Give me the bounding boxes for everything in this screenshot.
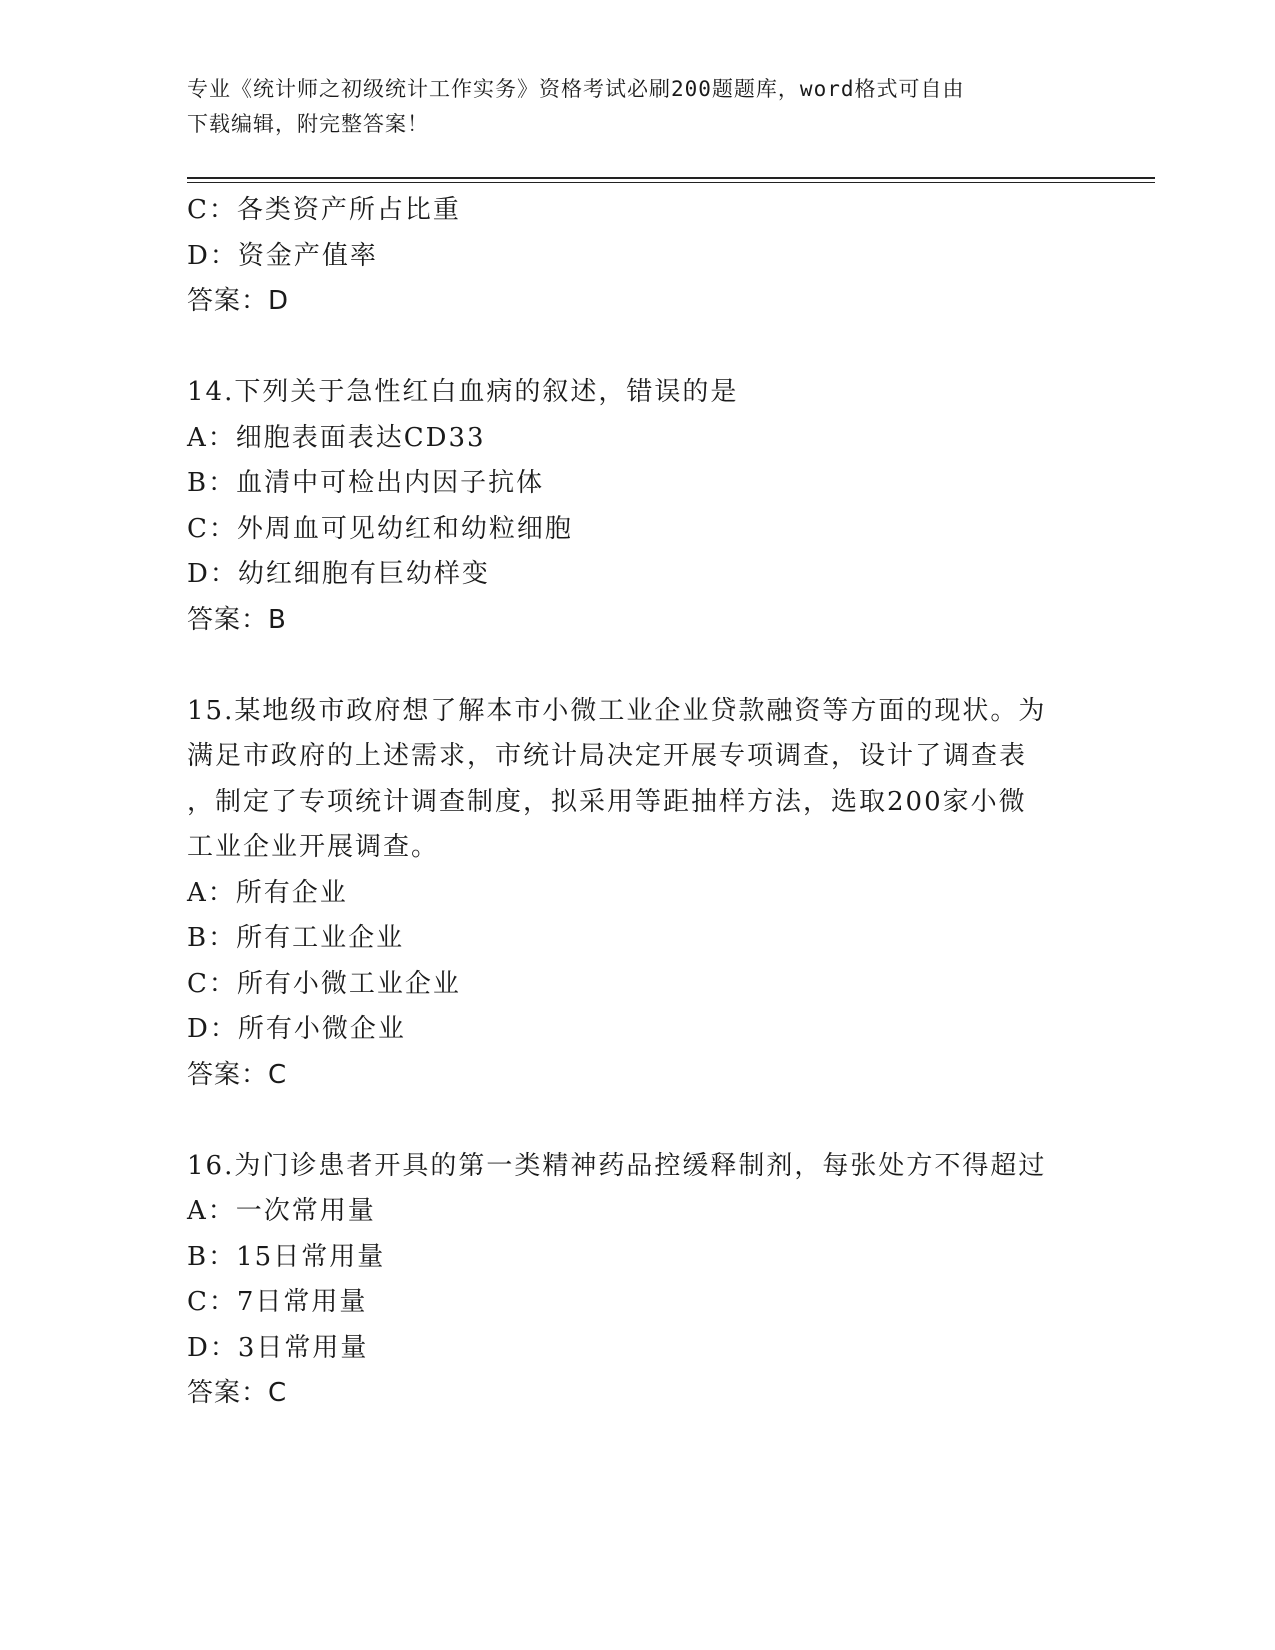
question-14: [187, 370, 1087, 643]
answer: 答案：C: [187, 1378, 288, 1408]
question-stem: 16.为门诊患者开具的第一类精神药品控缓释制剂，每张处方不得超过: [187, 1150, 1047, 1181]
answer: 答案：B: [187, 604, 287, 635]
question-13: [187, 188, 1087, 325]
option-d: D：资金产值率: [187, 240, 378, 271]
question-stem-line: 15.某地级市政府想了解本市小微工业企业贷款融资等方面的现状。为: [187, 695, 1047, 726]
option-b: B：15日常用量: [187, 1241, 386, 1272]
spacer: [187, 325, 1087, 371]
document-body: [187, 188, 1087, 1417]
option-b: B：血清中可检出内因子抗体: [187, 468, 545, 498]
option-d: D：所有小微企业: [187, 1014, 406, 1044]
option-b: B：所有工业企业: [187, 923, 405, 953]
question-stem-line: ，制定了专项统计调查制度，拟采用等距抽样方法，选取200家小微: [187, 786, 1027, 817]
option-a: A：一次常用量: [187, 1196, 376, 1226]
spacer: [187, 643, 1087, 689]
option-c: C：7日常用量: [187, 1287, 368, 1317]
answer: 答案：C: [187, 1059, 288, 1090]
header-line-1: 专业《统计师之初级统计工作实务》资格考试必刷200题题库，word格式可自由: [187, 77, 965, 101]
header-line-2: 下载编辑，附完整答案！: [187, 112, 429, 136]
answer: 答案：D: [187, 286, 290, 316]
option-a: A：细胞表面表达CD33: [187, 422, 486, 453]
option-c: C：外周血可见幼红和幼粒细胞: [187, 513, 573, 544]
spacer: [187, 1098, 1087, 1144]
option-d: D：幼红细胞有巨幼样变: [187, 559, 490, 589]
document-header: [187, 72, 1067, 142]
header-divider-thin: [187, 182, 1155, 183]
question-stem-line: 工业企业开展调查。: [187, 832, 440, 862]
header-divider-thick: [187, 177, 1155, 179]
option-d: D：3日常用量: [187, 1332, 369, 1363]
question-stem: 14.下列关于急性红白血病的叙述，错误的是: [187, 377, 739, 407]
option-c: C：所有小微工业企业: [187, 968, 461, 999]
question-15: [187, 689, 1087, 1099]
option-a: A：所有企业: [187, 877, 348, 908]
option-c: C：各类资产所占比重: [187, 195, 461, 225]
question-stem-line: 满足市政府的上述需求，市统计局决定开展专项调查，设计了调查表: [187, 741, 1028, 771]
question-16: [187, 1144, 1087, 1417]
